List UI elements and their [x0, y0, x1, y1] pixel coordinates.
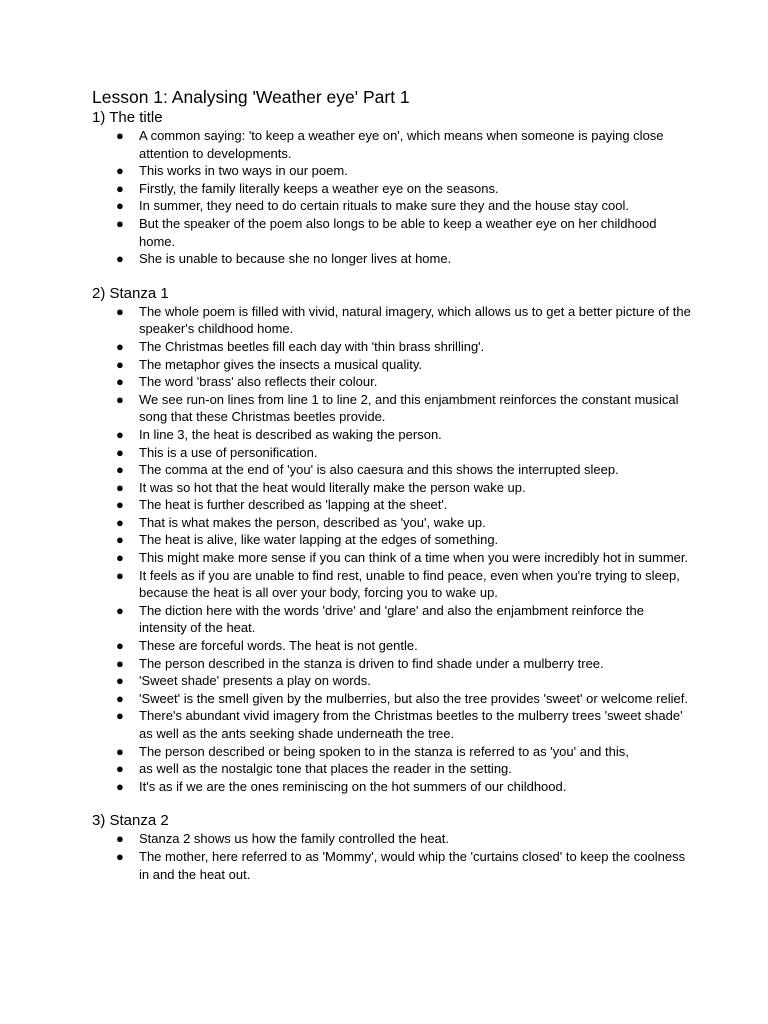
list-item [116, 127, 692, 162]
list-item-text: The heat is further described as 'lapping at the sheet'. [139, 497, 448, 513]
bullet-list [92, 830, 692, 883]
section-heading: 2) Stanza 1 [92, 284, 169, 302]
bullet-icon: ● [116, 462, 124, 478]
list-item-text: In line 3, the heat is described as waking the person. [139, 426, 442, 442]
list-item-text: It was so hot that the heat would literally make the person wake up. [139, 479, 526, 495]
list-item [116, 531, 692, 549]
list-item-text: We see run-on lines from line 1 to line 2, and this enjambment reinforces the constant musical song that these Christmas beetles provide. [139, 391, 679, 425]
list-item-text: This is a use of personification. [139, 444, 318, 460]
list-item-text: Firstly, the family literally keeps a weather eye on the seasons. [139, 180, 499, 196]
list-item [116, 162, 692, 180]
section-heading: 3) Stanza 2 [92, 812, 169, 830]
bullet-icon: ● [116, 743, 124, 759]
list-item [116, 356, 692, 374]
list-item [116, 479, 692, 497]
list-item-text: This works in two ways in our poem. [139, 163, 348, 179]
list-item [116, 848, 692, 883]
list-item-text: The word 'brass' also reflects their colour. [139, 374, 378, 390]
list-item [116, 338, 692, 356]
list-item [116, 637, 692, 655]
bullet-icon: ● [116, 215, 124, 231]
bullet-icon: ● [116, 198, 124, 214]
list-item [116, 549, 692, 567]
bullet-icon: ● [116, 690, 124, 706]
bullet-icon: ● [116, 251, 124, 267]
list-item-text: 'Sweet shade' presents a play on words. [139, 673, 371, 689]
list-item-text: Stanza 2 shows us how the family controlled the heat. [139, 831, 450, 847]
bullet-icon: ● [116, 426, 124, 442]
bullet-icon: ● [116, 303, 124, 319]
document-title: Lesson 1: Analysing 'Weather eye' Part 1 [92, 87, 410, 107]
document-page [92, 86, 692, 883]
section-heading: 1) The title [92, 109, 163, 126]
bullet-list [92, 303, 692, 796]
bullet-icon: ● [116, 444, 124, 460]
bullet-icon: ● [116, 356, 124, 372]
bullet-icon: ● [116, 391, 124, 407]
list-item-text: as well as the nostalgic tone that places the reader in the setting. [139, 761, 512, 777]
list-item-text: This might make more sense if you can think of a time when you were incredibly hot in summer. [139, 550, 689, 566]
list-item [116, 250, 692, 268]
bullet-icon: ● [116, 708, 124, 724]
bullet-icon: ● [116, 180, 124, 196]
bullet-icon: ● [116, 532, 124, 548]
bullet-icon: ● [116, 761, 124, 777]
section-1 [92, 109, 692, 268]
bullet-icon: ● [116, 338, 124, 354]
bullet-icon: ● [116, 128, 124, 143]
list-item [116, 655, 692, 673]
list-item-text: A common saying: 'to keep a weather eye on', which means when someone is paying close attention to developments. [139, 128, 664, 161]
bullet-icon: ● [116, 550, 124, 566]
list-item [116, 391, 692, 426]
bullet-icon: ● [116, 778, 124, 794]
list-item [116, 567, 692, 602]
list-item-text: The person described or being spoken to in the stanza is referred to as 'you' and this, [139, 743, 629, 759]
document-body [92, 109, 692, 883]
bullet-list [92, 127, 692, 268]
list-item-text: She is unable to because she no longer lives at home. [139, 251, 452, 267]
list-item [116, 830, 692, 848]
bullet-icon: ● [116, 374, 124, 390]
list-item [116, 743, 692, 761]
bullet-icon: ● [116, 602, 124, 618]
list-item [116, 672, 692, 690]
list-item [116, 602, 692, 637]
bullet-icon: ● [116, 497, 124, 513]
list-item [116, 461, 692, 479]
list-item-text: In summer, they need to do certain rituals to make sure they and the house stay cool. [139, 198, 629, 214]
bullet-icon: ● [116, 638, 124, 654]
list-item [116, 373, 692, 391]
list-item [116, 707, 692, 742]
bullet-icon: ● [116, 163, 124, 179]
list-item [116, 760, 692, 778]
bullet-icon: ● [116, 655, 124, 671]
list-item [116, 426, 692, 444]
section-3 [92, 812, 692, 883]
list-item-text: 'Sweet' is the smell given by the mulberries, but also the tree provides 'sweet' or welcome relief. [139, 690, 688, 706]
list-item-text: The diction here with the words 'drive' and 'glare' and also the enjambment reinforce the intensity of the heat. [139, 602, 644, 636]
list-item-text: It's as if we are the ones reminiscing on the hot summers of our childhood. [139, 778, 567, 794]
list-item [116, 690, 692, 708]
list-item [116, 215, 692, 250]
list-item [116, 778, 692, 796]
list-item-text: The metaphor gives the insects a musical quality. [139, 356, 423, 372]
bullet-icon: ● [116, 479, 124, 495]
section-2 [92, 285, 692, 796]
list-item-text: The heat is alive, like water lapping at the edges of something. [139, 532, 499, 548]
list-item [116, 514, 692, 532]
list-item-text: The whole poem is filled with vivid, natural imagery, which allows us to get a better picture of the speaker's childhood home. [139, 303, 691, 337]
list-item-text: The person described in the stanza is driven to find shade under a mulberry tree. [139, 655, 604, 671]
list-item-text: The mother, here referred to as 'Mommy', would whip the 'curtains closed' to keep the coolness in and the heat out. [139, 848, 686, 882]
list-item-text: The comma at the end of 'you' is also caesura and this shows the interrupted sleep. [139, 462, 619, 478]
list-item-text: These are forceful words. The heat is not gentle. [139, 638, 418, 654]
list-item [116, 444, 692, 462]
bullet-icon: ● [116, 673, 124, 689]
list-item [116, 303, 692, 338]
list-item [116, 496, 692, 514]
list-item-text: There's abundant vivid imagery from the Christmas beetles to the mulberry trees 'sweet shade' as well as the ants seeking shade underneath the tree. [139, 708, 683, 741]
list-item-text: It feels as if you are unable to find rest, unable to find peace, even when you're trying to sleep, because the heat is all over your body, forcing you to wake up. [139, 567, 680, 601]
list-item [116, 197, 692, 215]
bullet-icon: ● [116, 567, 124, 583]
bullet-icon: ● [116, 831, 124, 847]
list-item [116, 180, 692, 198]
list-item-text: That is what makes the person, described as 'you', wake up. [139, 514, 486, 530]
list-item-text: But the speaker of the poem also longs to be able to keep a weather eye on her childhood home. [139, 215, 657, 249]
list-item-text: The Christmas beetles fill each day with 'thin brass shrilling'. [139, 338, 485, 354]
bullet-icon: ● [116, 514, 124, 530]
bullet-icon: ● [116, 848, 124, 864]
